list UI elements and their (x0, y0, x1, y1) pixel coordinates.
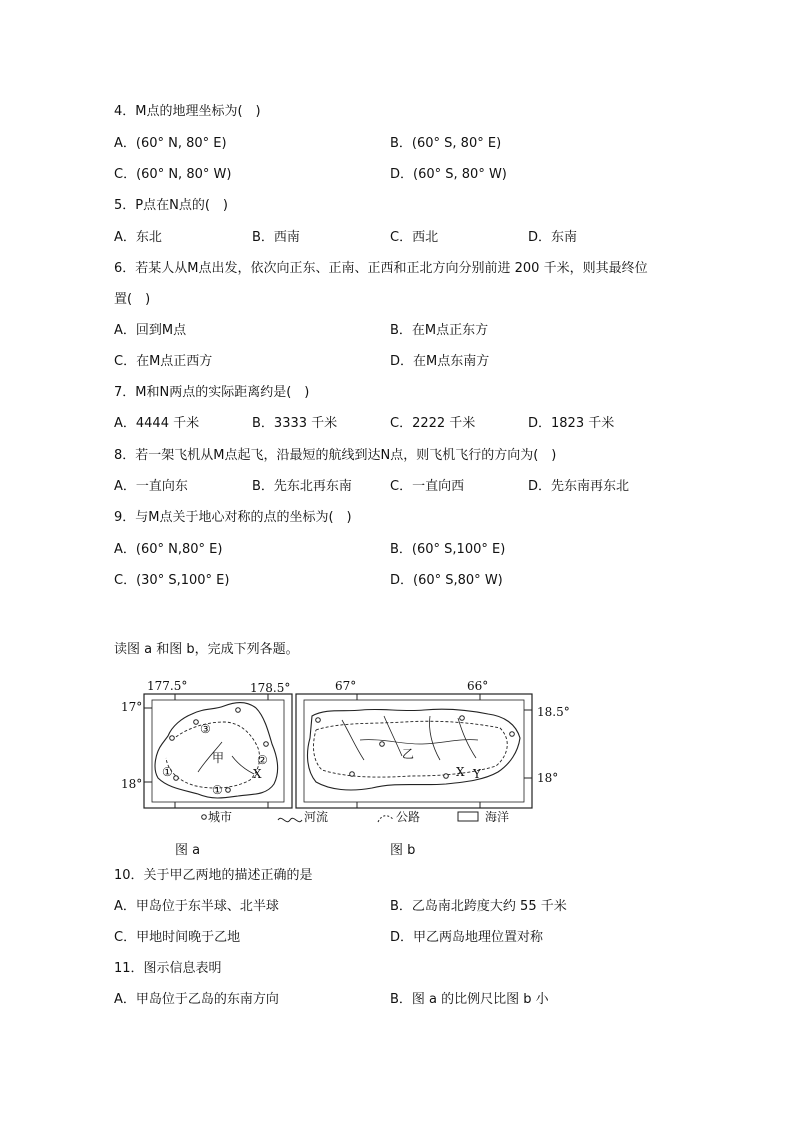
label-y-b: Y (473, 767, 481, 781)
question-8-option-b[interactable]: B．先东北再东南 (252, 479, 352, 494)
question-6-option-d[interactable]: D．在M点东南方 (390, 354, 490, 369)
question-8-stem: 8．若一架飞机从M点起飞，沿最短的航线到达N点，则飞机飞行的方向为( ) (114, 448, 557, 463)
island-yi-outline (308, 709, 520, 790)
question-8-option-a[interactable]: A．一直向东 (114, 479, 188, 494)
map-b-lon-right: 66° (467, 679, 489, 693)
legend-ocean: 海洋 (485, 810, 510, 824)
question-4-option-c[interactable]: C．(60° N, 80° W) (114, 167, 232, 182)
island-jia-outline (155, 703, 278, 799)
map-b-road (314, 721, 508, 777)
city-legend-icon (202, 815, 207, 820)
question-6-option-b[interactable]: B．在M点正东方 (390, 323, 489, 338)
question-7-stem: 7．M和N两点的实际距离约是( ) (114, 385, 310, 400)
question-9-option-a[interactable]: A．(60° N,80° E) (114, 542, 223, 557)
label-x-a: X (253, 767, 262, 781)
question-11-stem: 11．图示信息表明 (114, 961, 222, 976)
question-10-option-b[interactable]: B．乙岛南北跨度大约 55 千米 (390, 899, 567, 914)
question-11-option-a[interactable]: A．甲岛位于乙岛的东南方向 (114, 992, 279, 1007)
question-7-option-a[interactable]: A．4444 千米 (114, 416, 200, 431)
road-legend-icon (378, 816, 394, 822)
question-9-option-b[interactable]: B．(60° S,100° E) (390, 542, 506, 557)
question-10-stem: 10．关于甲乙两地的描述正确的是 (114, 868, 313, 883)
marker-1b: ① (212, 783, 223, 797)
legend-river: 河流 (304, 810, 329, 824)
map-b-lat-top: 18.5° (537, 705, 570, 719)
question-5-option-d[interactable]: D．东南 (528, 230, 578, 245)
question-4-option-d[interactable]: D．(60° S, 80° W) (390, 167, 507, 182)
map-legend (202, 809, 509, 824)
legend-road: 公路 (396, 810, 421, 824)
question-7-option-b[interactable]: B．3333 千米 (252, 416, 338, 431)
question-9-stem: 9．与M点关于地心对称的点的坐标为( ) (114, 510, 352, 525)
marker-1: ① (162, 765, 173, 779)
question-10-option-d[interactable]: D．甲乙两岛地理位置对称 (390, 930, 544, 945)
question-9-option-d[interactable]: D．(60° S,80° W) (390, 573, 503, 588)
map-a-river (198, 742, 225, 772)
legend-city: 城市 (208, 810, 233, 824)
question-6-option-a[interactable]: A．回到M点 (114, 323, 187, 338)
river-legend-icon (278, 818, 302, 821)
question-8-option-c[interactable]: C．一直向西 (390, 479, 465, 494)
caption-a: 图 a (175, 843, 201, 858)
marker-3: ③ (200, 722, 211, 736)
question-5-stem: 5．P点在N点的( ) (114, 198, 228, 213)
label-x-b: X (456, 765, 465, 779)
question-4-option-a[interactable]: A．(60° N, 80° E) (114, 136, 227, 151)
question-4-option-b[interactable]: B．(60° S, 80° E) (390, 136, 502, 151)
map-a-lat-top: 17° (121, 700, 143, 714)
ocean-legend-icon (458, 812, 478, 821)
question-5-option-a[interactable]: A．东北 (114, 230, 162, 245)
marker-2: ② (257, 753, 268, 767)
question-7-option-d[interactable]: D．1823 千米 (528, 416, 615, 431)
question-10-option-a[interactable]: A．甲岛位于东半球、北半球 (114, 899, 279, 914)
question-4-stem: 4．M点的地理坐标为( ) (114, 104, 261, 119)
question-11-option-b[interactable]: B．图 a 的比例尺比图 b 小 (390, 992, 549, 1007)
question-6-stem-line2: 置( ) (114, 292, 151, 307)
section-intro: 读图 a 和图 b，完成下列各题。 (114, 642, 299, 657)
label-yi: 乙 (402, 747, 415, 761)
map-b-lon-left: 67° (335, 679, 357, 693)
question-6-option-c[interactable]: C．在M点正西方 (114, 354, 213, 369)
map-a (121, 679, 292, 808)
caption-b: 图 b (390, 843, 416, 858)
map-a-road (166, 722, 260, 788)
question-6-stem: 6．若某人从M点出发，依次向正东、正南、正西和正北方向分别前进 200 千米，则其最终位 (114, 261, 648, 276)
map-b (296, 679, 570, 808)
map-b-lat-bottom: 18° (537, 771, 559, 785)
label-jia: 甲 (212, 751, 225, 765)
map-a-lon-right: 178.5° (250, 681, 291, 695)
question-8-option-d[interactable]: D．先东南再东北 (528, 479, 630, 494)
map-a-lat-bottom: 18° (121, 777, 143, 791)
question-7-option-c[interactable]: C．2222 千米 (390, 416, 476, 431)
question-9-option-c[interactable]: C．(30° S,100° E) (114, 573, 230, 588)
question-10-option-c[interactable]: C．甲地时间晚于乙地 (114, 930, 241, 945)
question-5-option-c[interactable]: C．西北 (390, 230, 439, 245)
map-a-lon-left: 177.5° (147, 679, 188, 693)
question-5-option-b[interactable]: B．西南 (252, 230, 300, 245)
